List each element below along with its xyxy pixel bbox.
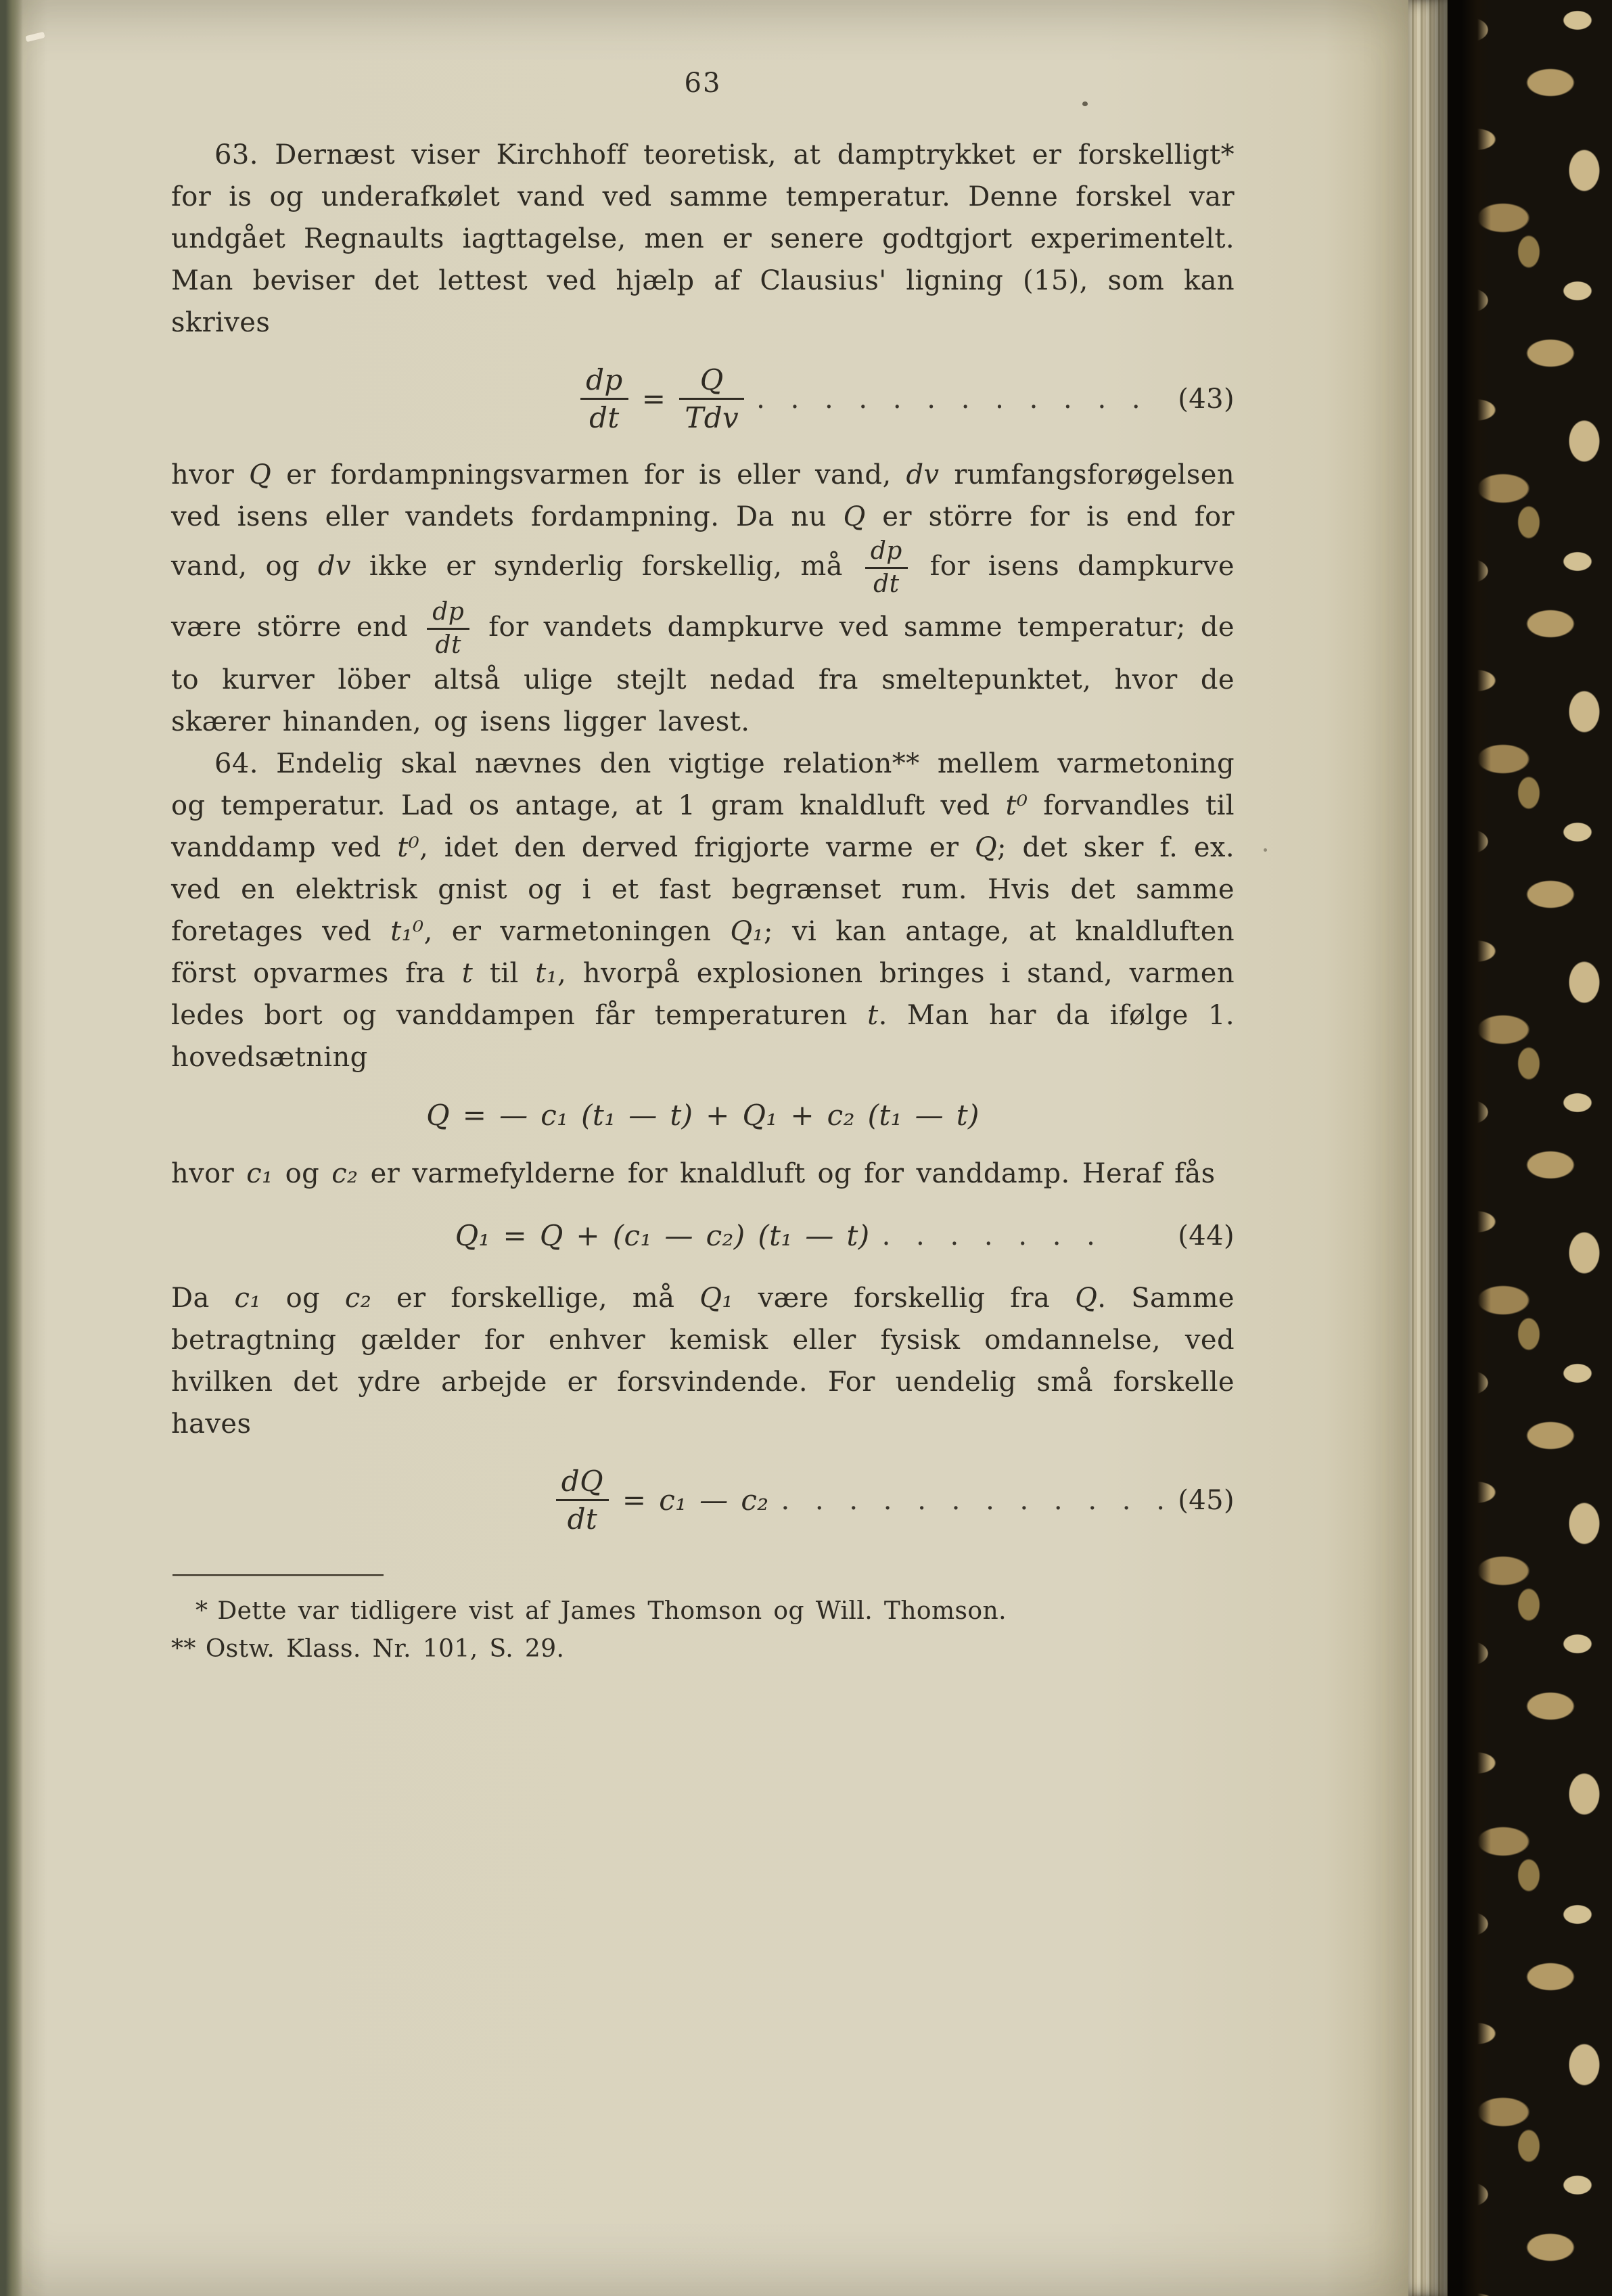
- math-symbol: Q: [1075, 1283, 1098, 1314]
- fraction-dp-dt: [580, 364, 628, 434]
- text-run: og: [273, 1158, 332, 1190]
- fraction-denominator: dt: [589, 401, 620, 435]
- math-symbol: t: [867, 1000, 879, 1032]
- equation-43-number: (43): [1178, 383, 1235, 415]
- book-fore-edge-pages: [1408, 0, 1448, 2296]
- footnote-2-marker: **: [171, 1635, 196, 1663]
- text-run: er varmefylderne for knaldluft og for vanddamp. Heraf fås: [358, 1158, 1216, 1190]
- text-run: ; vi kan antage, at knaldluften först opvarmes fra: [171, 916, 1235, 990]
- math-symbol: t⁰: [1005, 790, 1028, 822]
- text-run: ikke er synderlig forskellig, må: [350, 550, 861, 582]
- text-run: 64. Endelig skal nævnes den vigtige relation** mellem varmetoning og temperatur. Lad os antage, at 1 gram knaldluft ved: [171, 748, 1235, 822]
- text-run: være forskellig fra: [733, 1283, 1076, 1314]
- text-run: til: [473, 958, 536, 990]
- paragraph-heat-capacities: [171, 1153, 1235, 1195]
- equation-45-rhs: = c₁ — c₂: [622, 1483, 769, 1517]
- math-symbol: c₁: [234, 1283, 261, 1314]
- paragraph-64: [171, 743, 1235, 1078]
- equation-44-dot-leader: . . . . . . .: [881, 1220, 1102, 1252]
- footnote-2-text: Ostw. Klass. Nr. 101, S. 29.: [205, 1635, 565, 1663]
- paragraph-after-eq43: [171, 454, 1235, 743]
- equation-44: [171, 1215, 1235, 1257]
- equation-43: [171, 364, 1235, 434]
- page-number: 63: [684, 68, 722, 99]
- inline-fraction-dp-dt: [865, 538, 908, 599]
- text-run: for vandets dampkurve ved samme temperatur; de to kurver löber altså ulige stejlt nedad fra smeltepunktet, hvor de skærer hinanden, og isens ligger lavest.: [171, 611, 1235, 738]
- text-run: hvor: [171, 459, 250, 491]
- math-symbol: t₁: [535, 958, 558, 990]
- inline-fraction-dp-dt: [427, 599, 469, 660]
- math-symbol: c₂: [344, 1283, 372, 1314]
- math-symbol: c₁: [246, 1158, 273, 1190]
- math-symbol: c₂: [331, 1158, 359, 1190]
- footnotes: [171, 1592, 1235, 1668]
- text-run: er forskellige, må: [371, 1283, 700, 1314]
- fraction-numerator: dp: [580, 364, 628, 400]
- equation-45-number: (45): [1178, 1484, 1235, 1516]
- math-symbol: dv: [906, 459, 940, 491]
- math-symbol: Q₁: [730, 916, 764, 948]
- text-run: rumfangsforøgelsen ved isens eller vandets fordampning. Da nu: [171, 459, 1235, 533]
- fraction-q-tdv: [679, 364, 744, 434]
- footnote-divider: [172, 1574, 384, 1576]
- text-run: og: [260, 1283, 345, 1314]
- footnote-2: [171, 1630, 1235, 1668]
- fraction-denominator: Tdv: [685, 401, 739, 435]
- text-run: ; det sker f. ex. ved en elektrisk gnist og i et fast begrænset rum. Hvis det samme foretages ved: [171, 832, 1235, 948]
- equation-44-number: (44): [1178, 1220, 1235, 1252]
- ink-speck: [1264, 848, 1267, 852]
- equation-43-body: [580, 364, 744, 434]
- text-run: . Samme betragtning gælder for enhver kemisk eller fysisk omdannelse, ved hvilken det ydre arbejde er forsvindende. For uendelig små forskelle haves: [171, 1283, 1235, 1440]
- math-symbol: Q₁: [699, 1283, 733, 1314]
- text-run: forvandles til vanddamp ved: [171, 790, 1235, 864]
- footnote-1-text: Dette var tidligere vist af James Thomson og Will. Thomson.: [217, 1597, 1007, 1626]
- equation-45: [171, 1465, 1235, 1535]
- equals-sign: =: [641, 382, 666, 415]
- fraction-denominator: dt: [435, 631, 461, 659]
- page-gutter-edge: [0, 0, 23, 2296]
- text-run: , er varmetoningen: [423, 916, 731, 948]
- fraction-numerator: Q: [679, 364, 744, 400]
- paragraph-after-eq44: [171, 1277, 1235, 1445]
- equation-44-body: Q₁ = Q + (c₁ — c₂) (t₁ — t): [455, 1219, 870, 1253]
- text-block: [171, 62, 1235, 1668]
- fraction-numerator: dp: [865, 538, 908, 569]
- math-symbol: Q: [974, 832, 998, 864]
- text-run: . Man har da ifølge 1. hovedsætning: [171, 1000, 1235, 1074]
- text-run: hvor: [171, 1158, 247, 1190]
- math-symbol: dv: [317, 550, 351, 582]
- text-run: , idet den derved frigjorte varme er: [419, 832, 975, 864]
- fraction-dq-dt: [556, 1465, 609, 1535]
- text-run: er fordampningsvarmen for is eller vand,: [271, 459, 906, 491]
- text-run: er större for is end for vand, og: [171, 501, 1235, 582]
- fraction-denominator: dt: [567, 1502, 598, 1536]
- text-run: , hvorpå explosionen bringes i stand, varmen ledes bort og vanddampen får temperaturen: [171, 958, 1235, 1032]
- paragraph-63-text: 63. Dernæst viser Kirchhoff teoretisk, at damptrykket er forskelligt* for is og underafkølet vand ved samme temperatur. Denne forskel var undgået Regnaults iagttagelse, men er senere godtgjort experimentelt. Man beviser det lettest ved hjælp af Clausius' ligning (15), som kan skrives: [171, 139, 1235, 338]
- text-run: for isens dampkurve være större end: [171, 550, 1235, 643]
- fraction-denominator: dt: [873, 570, 900, 599]
- text-run: Da: [171, 1283, 235, 1314]
- paper-corner-mark: [25, 32, 45, 43]
- fraction-numerator: dQ: [556, 1465, 609, 1501]
- paragraph-63: [171, 134, 1235, 344]
- math-symbol: Q: [249, 459, 272, 491]
- math-symbol: t: [461, 958, 474, 990]
- book-marbled-binding: [1448, 0, 1612, 2296]
- fraction-numerator: dp: [427, 599, 469, 630]
- math-symbol: t₁⁰: [390, 916, 424, 948]
- equation-45-dot-leader: . . . . . . . . . . . .: [781, 1484, 1172, 1516]
- equation-heat-balance: Q = — c₁ (t₁ — t) + Q₁ + c₂ (t₁ — t): [426, 1099, 980, 1132]
- footnote-1: [171, 1592, 1235, 1630]
- math-symbol: Q: [843, 501, 866, 533]
- math-symbol: t⁰: [397, 832, 420, 864]
- equation-45-body: [556, 1465, 769, 1535]
- equation-43-dot-leader: . . . . . . . . . . . .: [756, 383, 1147, 415]
- footnote-1-marker: *: [195, 1597, 208, 1626]
